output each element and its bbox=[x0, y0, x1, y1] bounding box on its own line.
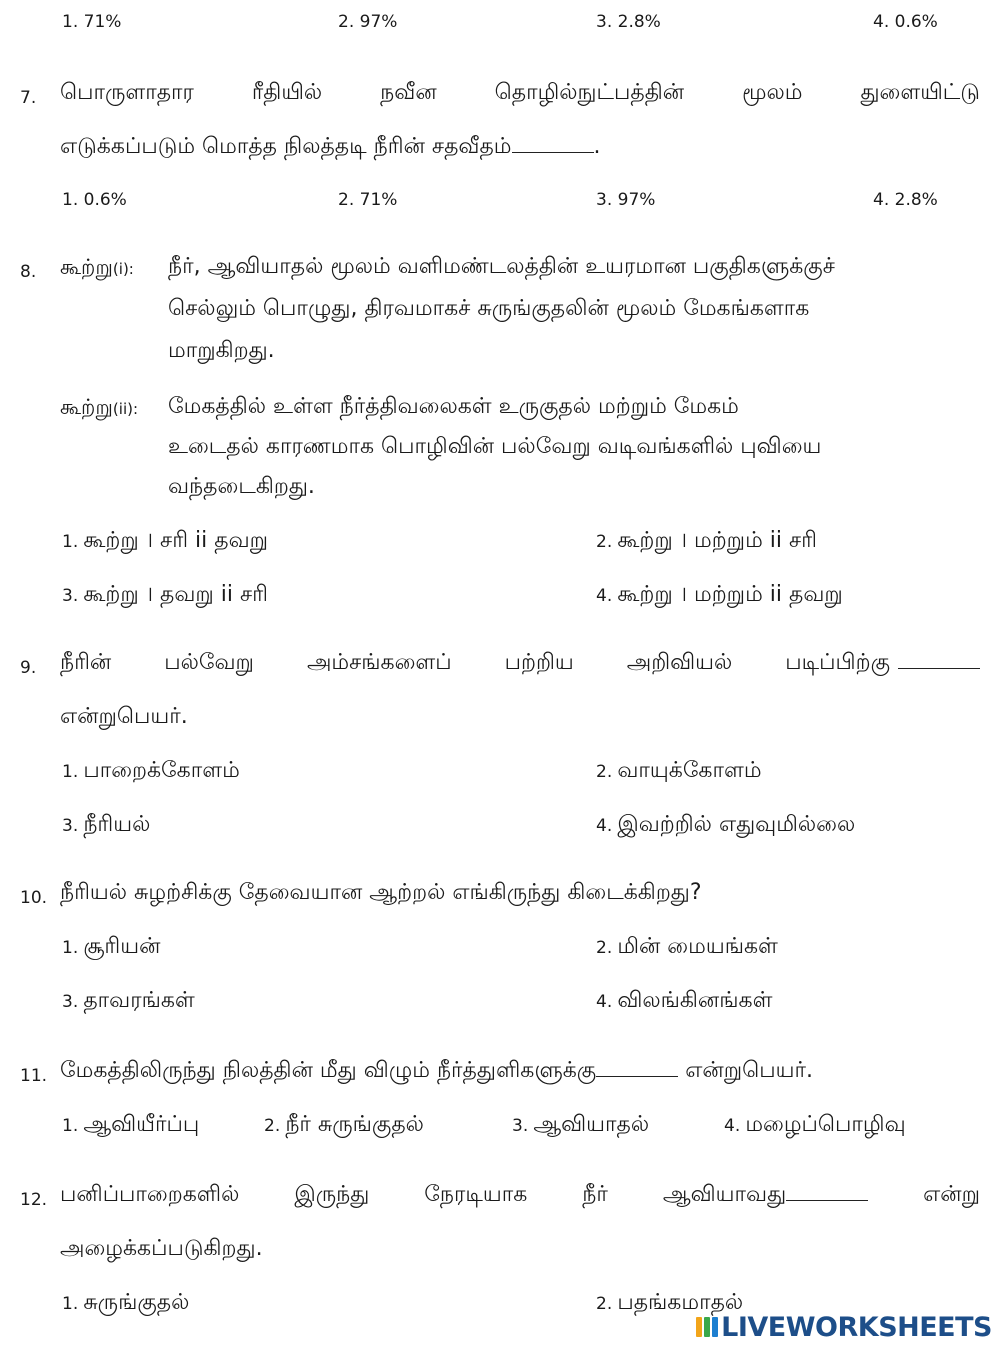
word: அம்சங்களைப் bbox=[306, 650, 452, 675]
answer-blank[interactable] bbox=[898, 667, 980, 669]
q11-option-2[interactable] bbox=[264, 1112, 424, 1140]
word: பற்றிய bbox=[504, 650, 574, 675]
q7-option-2[interactable]: 2. 71% bbox=[338, 190, 398, 210]
q9-option-4[interactable] bbox=[596, 812, 855, 840]
word: நேரடியாக bbox=[424, 1182, 528, 1207]
label: கூற்று bbox=[60, 395, 113, 419]
word: படிப்பிற்கு bbox=[785, 650, 890, 675]
question-text-line2: என்றுபெயர். bbox=[60, 704, 188, 729]
word: நீர் bbox=[582, 1182, 608, 1207]
option-number: 4. bbox=[596, 816, 613, 836]
option-text: இவற்றில் எதுவுமில்லை bbox=[617, 812, 856, 837]
q12-option-1[interactable] bbox=[62, 1290, 189, 1318]
statement-2-line2: உடைதல் காரணமாக பொழிவின் பல்வேறு வடிவங்களில் புவியை bbox=[168, 434, 822, 459]
option-number: 2. bbox=[596, 762, 613, 782]
q7-option-4[interactable]: 4. 2.8% bbox=[873, 190, 938, 210]
q8-option-2[interactable] bbox=[596, 528, 817, 556]
q8-option-3[interactable] bbox=[62, 582, 268, 610]
option-text: பதங்கமாதல் bbox=[617, 1290, 744, 1315]
question-text-line2: அழைக்கப்படுகிறது. bbox=[60, 1236, 263, 1261]
question-number: 8. bbox=[20, 262, 37, 282]
option-number: 4. bbox=[724, 1116, 741, 1136]
text: என்றுபெயர். bbox=[685, 1058, 813, 1083]
liveworksheets-logo[interactable] bbox=[695, 1307, 992, 1347]
option-number: 1. bbox=[62, 1116, 79, 1136]
statement-1-line3: மாறுகிறது. bbox=[168, 338, 275, 363]
q11-option-3[interactable] bbox=[512, 1112, 649, 1140]
q6-option-4[interactable]: 4. 0.6% bbox=[873, 12, 938, 32]
text: எடுக்கப்படும் மொத்த நிலத்தடி நீரின் சதவீதம் bbox=[60, 134, 512, 159]
option-number: 3. bbox=[62, 992, 79, 1012]
question-text-line1 bbox=[60, 650, 980, 678]
question-text-line1 bbox=[60, 1182, 980, 1210]
word: துளையிட்டு bbox=[860, 80, 980, 105]
q9-option-1[interactable] bbox=[62, 758, 240, 786]
tag: (i): bbox=[112, 260, 134, 278]
option-text: நீரியல் bbox=[83, 812, 151, 837]
q6-option-1[interactable]: 1. 71% bbox=[62, 12, 122, 32]
q7-option-1[interactable]: 1. 0.6% bbox=[62, 190, 127, 210]
word: ஆவியாவது bbox=[662, 1182, 787, 1207]
q10-option-3[interactable] bbox=[62, 988, 195, 1016]
word: தொழில்நுட்பத்தின் bbox=[494, 80, 685, 105]
answer-blank[interactable] bbox=[596, 1075, 678, 1077]
option-text: நீர் சுருங்குதல் bbox=[285, 1112, 424, 1137]
word: ரீதியில் bbox=[251, 80, 323, 105]
q11-option-1[interactable] bbox=[62, 1112, 199, 1140]
option-number: 2. bbox=[596, 938, 613, 958]
word: பொருளாதார bbox=[60, 80, 194, 105]
option-text: கூற்று । மற்றும் ii சரி bbox=[617, 528, 818, 553]
option-number: 2. bbox=[596, 1294, 613, 1314]
answer-blank[interactable] bbox=[512, 151, 594, 153]
option-number: 3. bbox=[512, 1116, 529, 1136]
word: பல்வேறு bbox=[164, 650, 254, 675]
word: என்று bbox=[923, 1182, 980, 1207]
option-text: ஆவியீர்ப்பு bbox=[83, 1112, 200, 1137]
word: மூலம் bbox=[742, 80, 803, 105]
option-number: 1. bbox=[62, 1294, 79, 1314]
q8-option-4[interactable] bbox=[596, 582, 843, 610]
q8-option-1[interactable] bbox=[62, 528, 268, 556]
question-number: 11. bbox=[20, 1066, 48, 1086]
statement-1-line2: செல்லும் பொழுது, திரவமாகச் சுருங்குதலின் மூலம் மேகங்களாக bbox=[168, 296, 810, 321]
liveworksheets-logo-icon bbox=[695, 1315, 719, 1339]
word: அறிவியல் bbox=[626, 650, 733, 675]
question-number: 10. bbox=[20, 888, 48, 908]
option-number: 4. bbox=[596, 586, 613, 606]
option-text: ஆவியாதல் bbox=[533, 1112, 650, 1137]
question-number: 9. bbox=[20, 658, 37, 678]
word: பனிப்பாறைகளில் bbox=[60, 1182, 240, 1207]
option-text: மழைப்பொழிவு bbox=[745, 1112, 906, 1137]
question-number: 7. bbox=[20, 88, 37, 108]
q6-option-2[interactable]: 2. 97% bbox=[338, 12, 398, 32]
q6-option-3[interactable]: 3. 2.8% bbox=[596, 12, 661, 32]
q10-option-1[interactable] bbox=[62, 934, 160, 962]
option-text: கூற்று । சரி ii தவறு bbox=[83, 528, 269, 553]
q11-option-4[interactable] bbox=[724, 1112, 906, 1140]
question-number: 12. bbox=[20, 1190, 48, 1210]
question-text-line1 bbox=[60, 80, 980, 108]
statement-2-line1: மேகத்தில் உள்ள நீர்த்திவலைகள் உருகுதல் மற்றும் மேகம் bbox=[168, 394, 739, 419]
option-number: 3. bbox=[62, 586, 79, 606]
option-text: வாயுக்கோளம் bbox=[617, 758, 762, 783]
option-text: விலங்கினங்கள் bbox=[617, 988, 773, 1013]
text: மேகத்திலிருந்து நிலத்தின் மீது விழும் நீர்த்துளிகளுக்கு bbox=[60, 1058, 597, 1083]
answer-blank[interactable] bbox=[786, 1199, 868, 1201]
question-text bbox=[60, 1058, 813, 1086]
option-number: 2. bbox=[264, 1116, 281, 1136]
q9-option-2[interactable] bbox=[596, 758, 762, 786]
statement-1-label bbox=[60, 255, 134, 282]
option-text: தாவரங்கள் bbox=[83, 988, 195, 1013]
option-number: 4. bbox=[596, 992, 613, 1012]
option-text: மின் மையங்கள் bbox=[617, 934, 778, 959]
word: நவீன bbox=[380, 80, 437, 105]
option-text: சூரியன் bbox=[83, 934, 161, 959]
word: நீரின் bbox=[60, 650, 112, 675]
option-number: 1. bbox=[62, 532, 79, 552]
q9-option-3[interactable] bbox=[62, 812, 150, 840]
statement-2-line3: வந்தடைகிறது. bbox=[168, 474, 315, 499]
option-text: கூற்று । தவறு ii சரி bbox=[83, 582, 269, 607]
option-text: பாறைக்கோளம் bbox=[83, 758, 240, 783]
tag: (ii): bbox=[112, 400, 139, 418]
logo-text: LIVEWORKSHEETS bbox=[721, 1311, 992, 1343]
q7-option-3[interactable]: 3. 97% bbox=[596, 190, 656, 210]
q10-option-4[interactable] bbox=[596, 988, 772, 1016]
option-text: கூற்று । மற்றும் ii தவறு bbox=[617, 582, 843, 607]
word: இருந்து bbox=[294, 1182, 370, 1207]
question-text: நீரியல் சுழற்சிக்கு தேவையான ஆற்றல் எங்கிருந்து கிடைக்கிறது? bbox=[60, 880, 702, 905]
question-text-line2 bbox=[60, 134, 601, 162]
option-number: 2. bbox=[596, 532, 613, 552]
label: கூற்று bbox=[60, 255, 113, 279]
option-number: 3. bbox=[62, 816, 79, 836]
option-number: 1. bbox=[62, 762, 79, 782]
text: . bbox=[593, 134, 601, 159]
option-text: சுருங்குதல் bbox=[83, 1290, 190, 1315]
statement-2-label bbox=[60, 395, 138, 422]
statement-1-line1: நீர், ஆவியாதல் மூலம் வளிமண்டலத்தின் உயரமான பகுதிகளுக்குச் bbox=[168, 254, 835, 279]
option-number: 1. bbox=[62, 938, 79, 958]
q10-option-2[interactable] bbox=[596, 934, 778, 962]
